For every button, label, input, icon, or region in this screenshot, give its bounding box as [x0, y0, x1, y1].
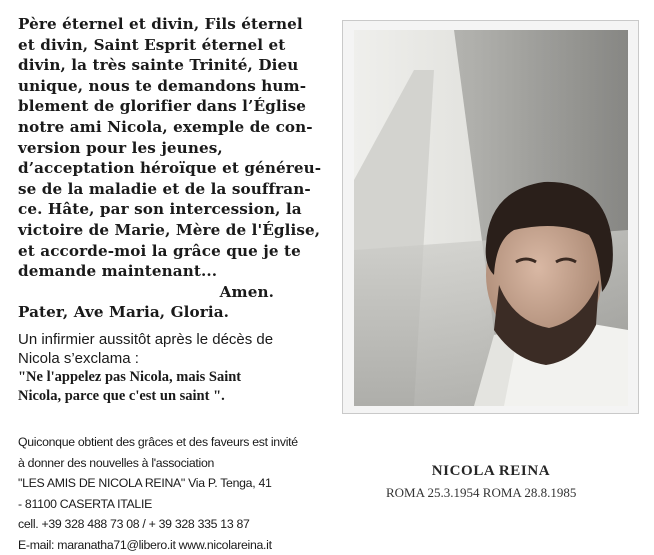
nurse-quote-block	[18, 330, 328, 406]
prayer-line: notre ami Nicola, exemple de con-	[18, 117, 318, 138]
nurse-intro-line: Un infirmier aussitôt après le décès de	[18, 330, 328, 349]
prayer-line: ce. Hâte, par son intercession, la	[18, 199, 318, 220]
contact-block	[18, 432, 338, 555]
prayer-line: victoire de Marie, Mère de l'Église,	[18, 220, 318, 241]
prayer-line: d’acceptation héroïque et généreu-	[18, 158, 318, 179]
portrait-frame	[342, 20, 639, 414]
prayer-line: Père éternel et divin, Fils éternel	[18, 14, 318, 35]
contact-email-web: E-mail: maranatha71@libero.it www.nicolareina.it	[18, 535, 338, 555]
portrait-illustration	[354, 30, 628, 406]
prayer-line: divin, la très sainte Trinité, Dieu	[18, 55, 318, 76]
contact-line: à donner des nouvelles à l'association	[18, 453, 338, 474]
prayer-closing: Pater, Ave Maria, Gloria.	[18, 302, 318, 323]
portrait-photo	[354, 30, 628, 406]
person-name: NICOLA REINA	[386, 463, 596, 480]
prayer-line: demande maintenant...	[18, 261, 318, 282]
prayer-line: et accorde-moi la grâce que je te	[18, 241, 318, 262]
prayer-line: et divin, Saint Esprit éternel et	[18, 35, 318, 56]
prayer-amen: Amen.	[18, 282, 318, 303]
prayer-line: blement de glorifier dans l’Église	[18, 96, 318, 117]
person-dates: ROMA 25.3.1954 ROMA 28.8.1985	[386, 485, 606, 501]
prayer-line: version pour les jeunes,	[18, 138, 318, 159]
prayer-line: se de la maladie et de la souffran-	[18, 179, 318, 200]
nurse-intro-line: Nicola s’exclama :	[18, 349, 328, 368]
nurse-quote-line: Nicola, parce que c'est un saint ".	[18, 387, 328, 406]
contact-line: Quiconque obtient des grâces et des faveurs est invité	[18, 432, 338, 453]
nurse-quote-line: "Ne l'appelez pas Nicola, mais Saint	[18, 368, 328, 387]
prayer-text	[18, 14, 318, 323]
prayer-line: unique, nous te demandons hum-	[18, 76, 318, 97]
contact-address: "LES AMIS DE NICOLA REINA" Via P. Tenga, 41	[18, 473, 338, 494]
contact-city: - 81100 CASERTA ITALIE	[18, 494, 338, 515]
contact-phone: cell. +39 328 488 73 08 / + 39 328 335 13 87	[18, 514, 338, 535]
